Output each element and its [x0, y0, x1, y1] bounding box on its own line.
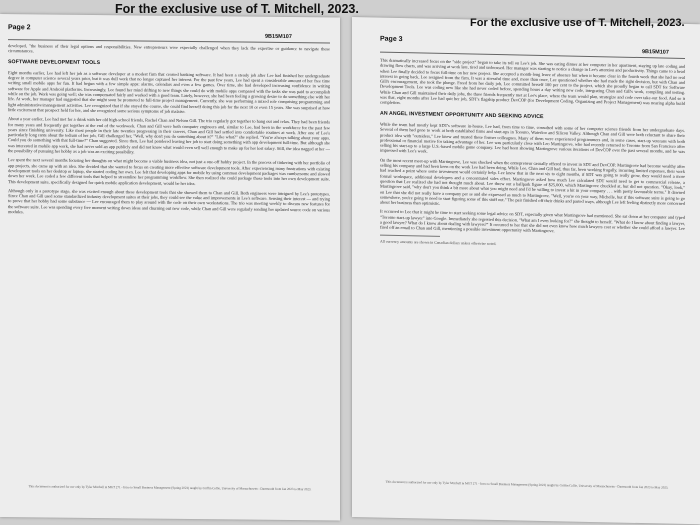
case-number: 9B15M107 — [265, 33, 292, 41]
footnote: All currency amounts are shown in Canadian dollars unless otherwise noted. — [380, 239, 497, 246]
intro-paragraph: developed, "the business of their legal options and responsibilities. New entrepreneurs were especially challenged when they lack the expertise or guidance to navigate these circumstances. — [8, 43, 330, 54]
paragraph: This dramatically increased focus on the "side project" began to take its toll on Lee's job. She was eating dinner at her computer in her apartment, staying up late coding and drawing flow charts, and was arriving at work late, tired and unfocused. Her manager was starting to notice a change in Lee's attention and productivity. Things came to a head when Lee finally decided to focus full-time on her new project. She accepted a month-long leave of absence but when it became clear in the fourth week that she had no real interest in going back, Lee resigned from the firm. It was a stressful time and, more than once, Lee questioned whether she had made the right decision, but with Chan and Gill's encouragement, she took the plunge. Freed from her daily job, Lee committed herself 100 per cent to the project, which she proudly began to call SDT for Software Development Tools. Lee was coding new like she had never coded before, spending hours a day writing new code, integrating Chan and Gill's work, compiling and testing. While Chan and Gill maintained their daily jobs, the three friends frequently met at Lee's place, where the team would plan, strategize and code over take-out food. And so it was that, eight months after Lee had quit her job, SDT's flagship product DevCOP (for Development Coding, Organizing and Project Management) was nearing alpha build completion. — [380, 57, 685, 107]
exclusive-use-header-right: For the exclusive use of T. Mitchell, 2023. — [470, 17, 685, 29]
paragraph: On the most recent meet-up with Martingrove, Lee was shocked when the entrepreneur casually offered to invest in SDT and DevCOP. Martingrove had become wealthy after selling his company and had been keen on the work Lee had been doing. While Lee, Chan and Gill had, thus far, been working frugally, incurring limited expenses, their work had reached a point where some investment would certainly help. Lee knew that in the next six to eight months, if SDT was going to really grow, they would need a more formal workspace, additional developers and a concentrated sales effort. Martingrove asked how much Lee calculated SDT would need to get to commercial release, a question that Lee realized she had not thought much about. Lee threw out a ballpark figure of $25,000, which Martingrove chuckled at, but did not question. "Okay, look," Martingrove said, "why don't you think a bit more about what you might need and I'd be willing to invest a bit in your company . . . with pretty favourable terms." It dawned on Lee that she did not really have a company per se and she expressed as much to Martingrove. "Well, you're on your way, Michelle, but if this software suite is going to go somewhere, you're going to need to start figuring some of this stuff out." The pair finished off their drinks and parted ways, although Lee left feeling distinctly more concerned about her business than optimistic. — [380, 157, 685, 206]
paragraph: Eight months earlier, Lee had left her job as a software developer at a modest firm that created banking software. It had been a steady job after Lee had finished her undergraduate degree in computer science several years prior, but it was dull work that no longer captured her interest. For the past few years, Lee had spent a considerable amount of her free time writing small mobile apps for fun. It had begun with a few simple apps: alarms, calendars and even a few games. Over time, she had developed increasing confidence in writing software for Apple and Android platforms. Increasingly, Lee found her mind drifting to new things she could do with mobile apps compared with the tasks she was paid to accomplish while on the job. Work was going well; she was compensated fairly and worked with a good team. Lately, however, she had been feeling a growing desire to do something else with her life. At work, her manager had suggested that she might soon be promoted to full-time project management. Currently, she was performing a mixed role comprising programming and light administrative/management activities. Lee recognized that if she stayed the course, she could find herself doing this job for the next 10 or even 15 years. She was surprised at how little excitement that prospect held for her, and she recognized some serious symptoms of job malaise. — [8, 69, 330, 114]
page-label: Page 3 — [380, 35, 403, 44]
document-page-3 — [352, 17, 700, 524]
authorization-footer: This document is authorized for use only by Tyler Mitchell in MGT 271 - Intro to Small Business Management (Spring 2023) taught by Griffin Collie, University of Massachusetts - Dartmouth from Jan 2023 to May 2023. — [28, 484, 312, 492]
paragraph: It occurred to Lee that it might be time to start seeking some legal advice on SDT, especially given what Martingrove had mentioned. She sat down at her computer and typed "Toronto start-up lawyer" into Google. Immediately she regretted this decision. "What am I even looking for?" she thought to herself. "What do I know about finding a lawyer, a good lawyer? What do I know about dealing with lawyers?" It occurred to her that she did not even know how much lawyers cost or whether she could afford a lawyer. Lee fired off an email to Chan and Gill, mentioning a possible investment opportunity with Martingrove. — [380, 209, 685, 234]
case-number: 9B15M107 — [642, 49, 669, 56]
page-3-body — [380, 58, 685, 484]
paragraph: While the team had mostly kept SDT's software in-house, Lee had, from time to time, consulted with some of her computer science friends from her undergraduate days. Several of them had gone to work at both established firms and start-ups in Toronto, Waterloo and Silicon Valley. Although Chan and Gill were both reluctant to share their product idea with "outsiders," Lee knew and trusted these former colleagues. Many of them were experienced programmers and, in some cases, start-up veterans with both professional or financial motive for taking advantage of her. Lee was particularly close with Leo Martingrove, who had recently returned to Toronto from San Francisco after selling his start-up to a large U.S.-based mobile game company. Lee had been showing Martingrove various iterations of DevCOP over the past several months, and he was impressed with Lee's work. — [380, 121, 685, 155]
paragraph: Although only in a prototype stage, she was excited enough about these development tools that she showed them to Chan and Gill. Both engineers were intrigued by Lee's prototypes. Since Chan and Gill used some standardized industry development suites at their jobs, they could see the value and improvements in Lee's software. Sensing their interest — and trying to prove that her hobby had some substance — Lee encouraged them to play around with the code on their own workstations. The trio was meeting weekly to discuss new features for the software suite. Lee was spending every free moment writing down ideas and churning out new code, while Chan and Gill were regularly sending her updated source code on various modules. — [8, 187, 330, 215]
section-heading: SOFTWARE DEVELOPMENT TOOLS — [8, 58, 101, 66]
paragraph: About a year earlier, Lee had met for a drink with her old high-school friends, Rachel Chan and Nelson Gill. The trio regularly got together to hang out and relax. They had been friends for many years and frequently got together at the end of the workweek. Chan and Gill were both computer engineers and, similar to Lee, had been in the workforce for the past few years since finishing university. Like most people in their late twenties progressing in their careers, Chan and Gill had settled into comfortable routines at work. After one of Lee's particularly long rants about the tedium of her job, Gill challenged her, "Well, why don't you do something about it?" "Like what?" she replied. "You're always talking about your apps. Could you do something with that full-time?" Chan suggested. Since then, Lee had pondered leaving her job to start doing something with app development full-time. But although she was interested in mobile app work, she had never sold an app publicly and did not know what would even sell well enough to make up for her lost salary. Still, the idea nagged at her — the possibility of pursuing her hobby as a job was an exciting possibility. — [8, 116, 330, 155]
section-heading: AN ANGEL INVESTMENT OPPORTUNITY AND SEEKING ADVICE — [380, 110, 544, 120]
paragraph: Lee spent the next several months focusing her thoughts on what might become a viable business idea, not just a one-off hobby project. In the process of tinkering with her portfolio of app projects, she came up with an idea. She decided that she wanted to focus on creating more effective software development tools. After experiencing many frustrations with existing development tools on her desktop or laptop, she started coding her own. Lee felt that developing apps for mobile by using common development packages was cumbersome and slowed down her work. Lee coded a few different tools that helped to streamline her programming workflow. She then realized she could package those tools into her own development suite. This development suite, specifically designed for quick mobile application development, would be her idea. — [8, 157, 330, 186]
page-2-body — [8, 43, 330, 496]
footnote-rule — [380, 234, 440, 236]
page-label: Page 2 — [8, 24, 31, 32]
exclusive-use-header: For the exclusive use of T. Mitchell, 2023. — [115, 2, 359, 16]
document-page-2 — [0, 14, 340, 521]
authorization-footer: This document is authorized for use only by Tyler Mitchell in MGT 271 - Intro to Small Business Management (Spring 2023) taught by Griffin Collie, University of Massachusetts - Dartmouth from Jan 2023 to May 2023. — [385, 479, 669, 490]
